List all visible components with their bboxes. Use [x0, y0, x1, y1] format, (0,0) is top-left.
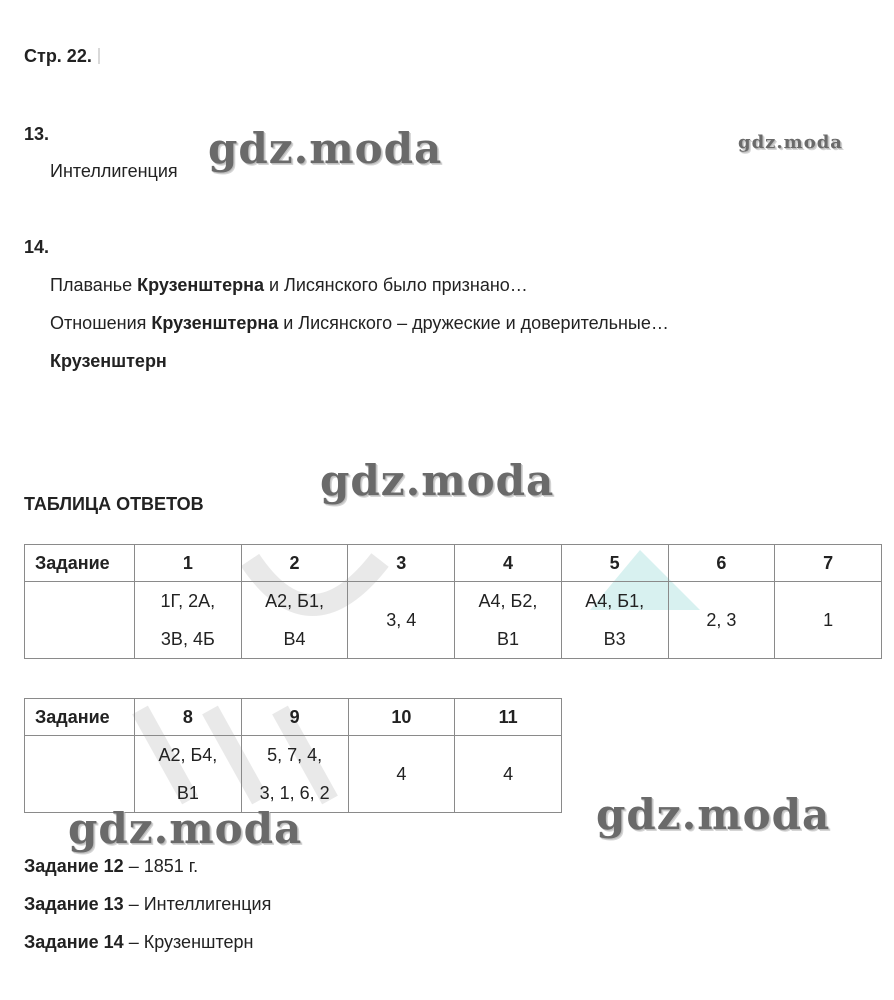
table-header-task: 4: [455, 545, 562, 582]
table-cell-empty: [25, 736, 135, 813]
table-cell-answer: А4, Б2, В1: [455, 582, 562, 659]
table-header-task: 6: [668, 545, 775, 582]
answers-table-1: [24, 544, 882, 659]
watermark-logo: gdz.moda: [596, 790, 831, 839]
table-header-task: 2: [241, 545, 348, 582]
question-13-answer: Интеллигенция: [50, 161, 178, 181]
answers-table-heading: ТАБЛИЦА ОТВЕТОВ: [24, 494, 204, 514]
table-cell-answer: А2, Б4, В1: [135, 736, 242, 813]
answers-table-2: [24, 698, 562, 813]
table-cell-answer: 5, 7, 4, 3, 1, 6, 2: [241, 736, 348, 813]
question-13-number: 13.: [24, 124, 50, 144]
table-header-task: 8: [135, 699, 242, 736]
table-header-label: Задание: [25, 699, 135, 736]
table-cell-answer: 1: [775, 582, 882, 659]
table-header-label: Задание: [25, 545, 135, 582]
watermark-logo: gdz.moda: [68, 804, 303, 853]
table-cell-answer: 3, 4: [348, 582, 455, 659]
question-14-number: 14.: [24, 237, 50, 257]
watermark-logo: gdz.moda: [320, 456, 555, 505]
question-14-line-2: Отношения Крузенштерна и Лисянского – дружеские и доверительные…: [50, 313, 669, 333]
table-row: [25, 582, 882, 659]
text-cursor: [98, 48, 100, 64]
summary-line-12: Задание 12 – 1851 г.: [24, 856, 199, 876]
table-header-task: 1: [135, 545, 242, 582]
table-cell-answer: 4: [455, 736, 562, 813]
page-number: Стр. 22.: [24, 46, 100, 67]
summary-line-13: Задание 13 – Интеллигенция: [24, 894, 272, 914]
table-cell-answer: 1Г, 2А, 3В, 4Б: [135, 582, 242, 659]
table-header-task: 9: [241, 699, 348, 736]
table-cell-answer: А2, Б1, В4: [241, 582, 348, 659]
table-header-task: 3: [348, 545, 455, 582]
table-cell-empty: [25, 582, 135, 659]
table-header-task: 7: [775, 545, 882, 582]
question-14-line-1: Плаванье Крузенштерна и Лисянского было признано…: [50, 275, 528, 295]
table-cell-answer: 2, 3: [668, 582, 775, 659]
table-header-task: 5: [561, 545, 668, 582]
watermark-logo: gdz.moda: [208, 124, 443, 173]
table-cell-answer: 4: [348, 736, 455, 813]
table-header-task: 11: [455, 699, 562, 736]
table-cell-answer: А4, Б1, В3: [561, 582, 668, 659]
table-row: [25, 545, 882, 582]
table-row: [25, 736, 562, 813]
table-header-task: 10: [348, 699, 455, 736]
summary-line-14: Задание 14 – Крузенштерн: [24, 932, 254, 952]
question-14-line-3: Крузенштерн: [50, 351, 167, 371]
watermark-logo: gdz.moda: [738, 132, 843, 153]
table-row: [25, 699, 562, 736]
